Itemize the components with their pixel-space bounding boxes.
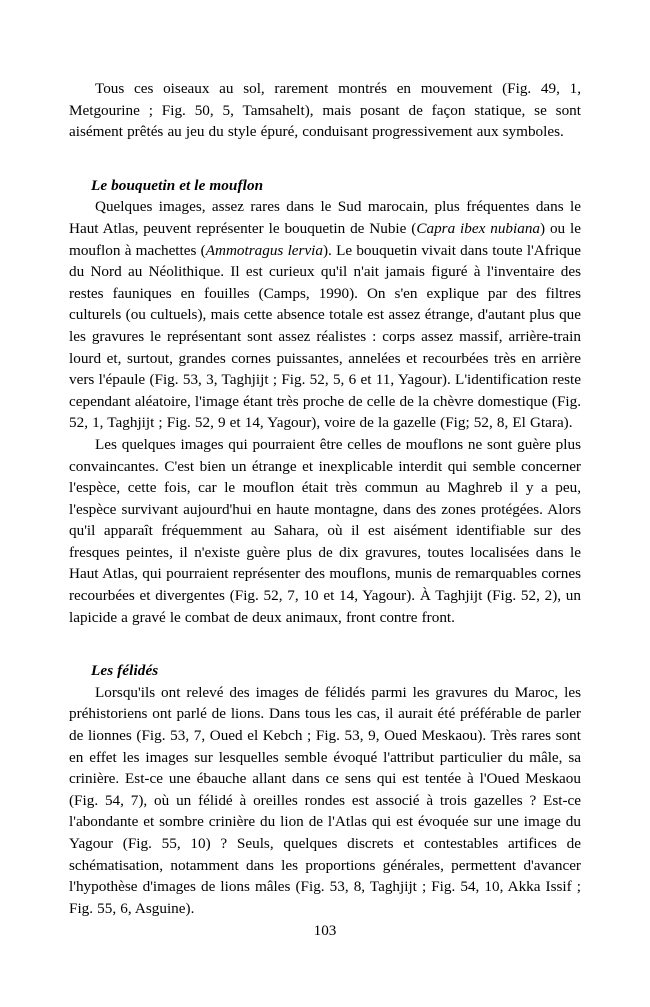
section-heading-felides: Les félidés	[91, 662, 159, 680]
paragraph-bouquetin-1: Quelques images, assez rares dans le Sud marocain, plus fréquentes dans le Haut Atlas, peuvent représenter le bouquetin de Nubie (Capra ibex nubiana) ou le mouflon à machettes (Ammotragus lervia). Le bouquetin vivait dans toute l'Afrique du Nord au Néolithique. Il est curieux qu'il n'ait jamais figuré à l'inventaire des restes fauniques en fouilles (Camps, 1990). On s'en explique par des filtres culturels (ou cultuels), mais cette absence totale est assez étrange, d'autant plus que les gravures le représentant sont assez réalistes : corps assez massif, arrière-train lourd et, surtout, grandes cornes puissantes, annelées et recourbées très en arrière vers l'épaule (Fig. 53, 3, Taghjijt ; Fig. 52, 5, 6 et 11, Yagour). L'identification reste cependant aléatoire, l'image étant très proche de celle de la chèvre domestique (Fig. 52, 1, Taghjijt ; Fig. 52, 9 et 14, Yagour), voire de la gazelle (Fig; 52, 8, El Gtara).	[69, 198, 582, 432]
section-heading-bouquetin-mouflon: Le bouquetin et le mouflon	[91, 176, 264, 194]
page-text-block	[69, 78, 581, 919]
page-number: 103	[313, 922, 337, 939]
paragraph-felides-1: Lorsqu'ils ont relevé des images de félidés parmi les gravures du Maroc, les préhistoriens ont parlé de lions. Dans tous les cas, il aurait été préférable de parler de lionnes (Fig. 53, 7, Oued el Kebch ; Fig. 53, 9, Oued Meskaou). Très rares sont en effet les images sur lesquelles semble évoqué l'attribut particulier du mâle, sa crinière. Est-ce une ébauche allant dans ce sens qui est tentée à l'Oued Meskaou (Fig. 54, 7), où un félidé à oreilles rondes est associé à trois gazelles ? Est-ce l'abondante et sombre crinière du lion de l'Atlas qui est évoquée sur une image du Yagour (Fig. 55, 10) ? Seuls, quelques discrets et contestables artifices de schématisation, notamment dans les proportions générales, permettent d'avancer l'hypothèse d'images de lions mâles (Fig. 53, 8, Taghjijt ; Fig. 54, 10, Akka Issif ; Fig. 55, 6, Asguine).	[69, 683, 581, 917]
intro-paragraph: Tous ces oiseaux au sol, rarement montrés en mouvement (Fig. 49, 1, Metgourine ; Fig. 50, 5, Tamsahelt), mais posant de façon statique, se sont aisément prêtés au jeu du style épuré, conduisant progressivement aux symboles.	[69, 80, 581, 141]
paragraph-bouquetin-2: Les quelques images qui pourraient être celles de mouflons ne sont guère plus convaincantes. C'est bien un étrange et inexplicable interdit qui semble concerner l'espèce, cette fois, car le mouflon était très commun au Maghreb il y a peu, l'espèce survivant aujourd'hui en haute montagne, dans des zones protégées. Alors qu'il apparaît fréquemment au Sahara, où il est aisément identifiable sur des fresques peintes, il n'existe guère plus de dix gravures, toutes localisées dans le Haut Atlas, qui pourraient représenter des mouflons, munis de remarquables cornes recourbées et divergentes (Fig. 52, 7, 10 et 14, Yagour). À Taghjijt (Fig. 52, 2), un lapicide a gravé le combat de deux animaux, front contre front.	[69, 435, 581, 626]
scientific-name: Ammotragus lervia	[205, 241, 323, 259]
scientific-name: Capra ibex nubiana	[416, 219, 541, 237]
